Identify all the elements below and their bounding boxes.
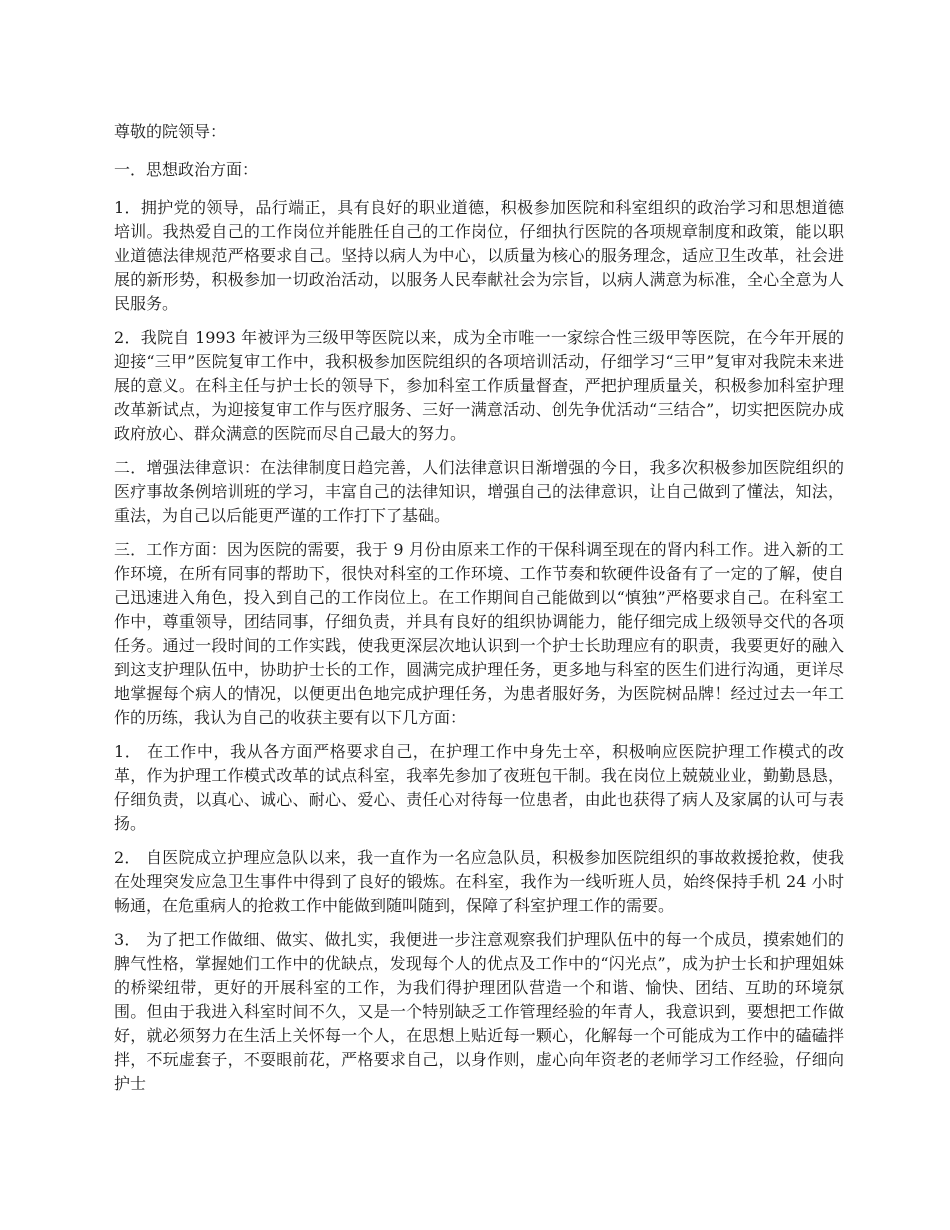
paragraph: 三．工作方面：因为医院的需要，我于 9 月份由原来工作的干保科调至现在的肾内科工作。进入新的工作环境，在所有同事的帮助下，很快对科室的工作环境、工作节奏和软硬件设备有了一定的了解，使自己迅速进入角色，投入到自己的工作岗位上。在工作期间自己能做到以“慎独”严格要求自己。在科室工作中，尊重领导，团结同事，仔细负责，并具有良好的组织协调能力，能仔细完成上级领导交代的各项任务。通过一段时间的工作实践，使我更深层次地认识到一个护士长助理应有的职责，我要更好的融入到这支护理队伍中，协助护士长的工作，圆满完成护理任务，更多地与科室的医生们进行沟通，更详尽地掌握每个病人的情况，以便更出色地完成护理任务，为患者服好务，为医院树品牌！经过过去一年工作的历练，我认为自己的收获主要有以下几方面： <box>114 540 844 727</box>
section-heading-politics: 一．思想政治方面： <box>114 160 259 179</box>
paragraph: 2．我院自 1993 年被评为三级甲等医院以来，成为全市唯一一家综合性三级甲等医院，在今年开展的迎接“三甲”医院复审工作中，我积极参加医院组织的各项培训活动，仔细学习“三甲”复审对我院未来进展的意义。在科主任与护士长的领导下，参加科室工作质量督查，严把护理质量关，积极参加科室护理改革新试点，为迎接复审工作与医疗服务、三好一满意活动、创先争优活动“三结合”，切实把医院办成政府放心、群众满意的医院而尽自己最大的努力。 <box>114 328 844 443</box>
paragraph: 3． 为了把工作做细、做实、做扎实，我便进一步注意观察我们护理队伍中的每一个成员，摸索她们的脾气性格，掌握她们工作中的优缺点，发现每个人的优点及工作中的“闪光点”，成为护士长和护理姐妹的桥梁纽带，更好的开展科室的工作，为我们得护理团队营造一个和谐、愉快、团结、互助的环境氛围。但由于我进入科室时间不久，又是一个特别缺乏工作管理经验的年青人，我意识到，要想把工作做好，就必须努力在生活上关怀每一个人，在思想上贴近每一颗心，化解每一个可能成为工作中的磕磕拌拌，不玩虚套子，不耍眼前花，严格要求自己，以身作则，虚心向年资老的老师学习工作经验，仔细向护士 <box>114 930 844 1093</box>
greeting: 尊敬的院领导： <box>114 122 227 141</box>
paragraph: 1． 在工作中，我从各方面严格要求自己，在护理工作中身先士卒，积极响应医院护理工作模式的改革，作为护理工作模式改革的试点科室，我率先参加了夜班包干制。我在岗位上兢兢业业，勤勤恳恳，仔细负责，以真心、诚心、耐心、爱心、责任心对待每一位患者，由此也获得了病人及家属的认可与表扬。 <box>114 742 844 833</box>
paragraph: 2． 自医院成立护理应急队以来，我一直作为一名应急队员，积极参加医院组织的事故救援抢救，使我在处理突发应急卫生事件中得到了良好的锻炼。在科室，我作为一线听班人员，始终保持手机 24 小时畅通，在危重病人的抢救工作中能做到随叫随到，保障了科室护理工作的需要。 <box>114 848 844 915</box>
paragraph: 二．增强法律意识：在法律制度日趋完善，人们法律意识日渐增强的今日，我多次积极参加医院组织的医疗事故条例培训班的学习，丰富自己的法律知识，增强自己的法律意识，让自己做到了懂法，知法，重法，为自己以后能更严谨的工作打下了基础。 <box>114 458 844 525</box>
paragraph: 1．拥护党的领导，品行端正，具有良好的职业道德，积极参加医院和科室组织的政治学习和思想道德培训。我热爱自己的工作岗位并能胜任自己的工作岗位，仔细执行医院的各项规章制度和政策，能以职业道德法律规范严格要求自己。坚持以病人为中心，以质量为核心的服务理念，适应卫生改革，社会进展的新形势，积极参加一切政治活动，以服务人民奉献社会为宗旨，以病人满意为标准，全心全意为人民服务。 <box>114 198 844 313</box>
document-page <box>114 120 844 1106</box>
